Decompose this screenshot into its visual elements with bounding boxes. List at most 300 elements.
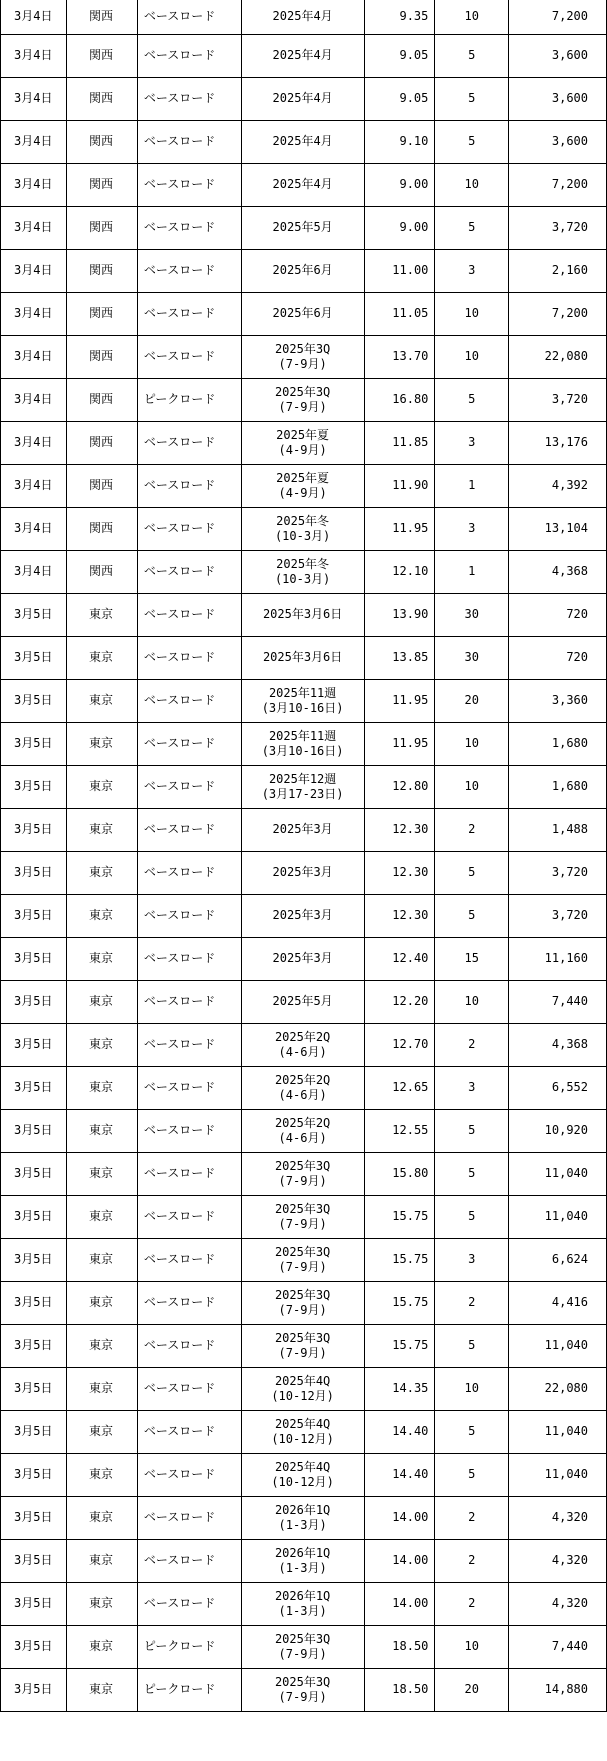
delivery-period-cell (241, 0, 364, 34)
region-cell: 東京 (66, 937, 137, 980)
price-cell: 12.80 (364, 765, 435, 808)
amount-cell: 7,200 (509, 0, 607, 34)
price-cell: 11.90 (364, 464, 435, 507)
price-cell: 9.10 (364, 120, 435, 163)
table-row (1, 1496, 607, 1539)
table-row (1, 1324, 607, 1367)
amount-cell: 11,040 (509, 1453, 607, 1496)
period-line: 2025年4月 (272, 91, 333, 105)
amount-cell: 22,080 (509, 1367, 607, 1410)
load-type-cell: ベースロード (137, 980, 241, 1023)
delivery-period-cell (241, 894, 364, 937)
date-cell: 3月5日 (1, 1281, 67, 1324)
trade-table-body (1, 0, 607, 1711)
region-cell: 関西 (66, 421, 137, 464)
amount-cell: 4,416 (509, 1281, 607, 1324)
price-cell: 9.35 (364, 0, 435, 34)
period-line: 2025年4月 (272, 177, 333, 191)
date-cell: 3月5日 (1, 1367, 67, 1410)
region-cell: 関西 (66, 206, 137, 249)
period-line: 2025年3Q (274, 1201, 331, 1216)
price-cell: 14.35 (364, 1367, 435, 1410)
delivery-period-cell (241, 120, 364, 163)
load-type-cell: ベースロード (137, 1066, 241, 1109)
load-type-cell: ベースロード (137, 1410, 241, 1453)
price-cell: 11.00 (364, 249, 435, 292)
period-line: 2025年冬 (276, 556, 330, 571)
amount-cell: 22,080 (509, 335, 607, 378)
period-line: 2025年3月 (272, 865, 333, 879)
quantity-cell: 30 (435, 593, 509, 636)
price-cell: 15.75 (364, 1195, 435, 1238)
table-row (1, 335, 607, 378)
region-cell: 関西 (66, 77, 137, 120)
quantity-cell: 5 (435, 1152, 509, 1195)
period-line: (7-9月) (278, 1302, 327, 1317)
quantity-cell: 1 (435, 464, 509, 507)
date-cell: 3月4日 (1, 550, 67, 593)
period-line: (3月10-16日) (261, 743, 344, 758)
amount-cell: 14,880 (509, 1668, 607, 1711)
date-cell: 3月5日 (1, 765, 67, 808)
quantity-cell: 3 (435, 421, 509, 464)
period-line: (4-6月) (278, 1044, 327, 1059)
date-cell: 3月5日 (1, 593, 67, 636)
quantity-cell: 5 (435, 120, 509, 163)
load-type-cell: ベースロード (137, 77, 241, 120)
date-cell: 3月4日 (1, 421, 67, 464)
period-line: 2025年3Q (274, 1330, 331, 1345)
period-line: 2025年4月 (272, 48, 333, 62)
load-type-cell: ベースロード (137, 894, 241, 937)
load-type-cell: ベースロード (137, 722, 241, 765)
delivery-period-cell (241, 292, 364, 335)
quantity-cell: 10 (435, 163, 509, 206)
amount-cell: 3,600 (509, 77, 607, 120)
price-cell: 12.65 (364, 1066, 435, 1109)
date-cell: 3月5日 (1, 1582, 67, 1625)
quantity-cell: 1 (435, 550, 509, 593)
region-cell: 東京 (66, 1582, 137, 1625)
table-row (1, 1195, 607, 1238)
delivery-period-cell (241, 1152, 364, 1195)
period-line: 2025年4Q (274, 1373, 331, 1388)
period-line: (3月10-16日) (261, 700, 344, 715)
region-cell: 東京 (66, 1281, 137, 1324)
delivery-period-cell (241, 1453, 364, 1496)
period-line: 2025年夏 (276, 427, 330, 442)
period-line: 2025年3Q (274, 1244, 331, 1259)
delivery-period-cell (241, 464, 364, 507)
table-row (1, 593, 607, 636)
region-cell: 関西 (66, 335, 137, 378)
delivery-period-cell (241, 163, 364, 206)
load-type-cell: ベースロード (137, 1195, 241, 1238)
date-cell: 3月5日 (1, 1668, 67, 1711)
table-row (1, 765, 607, 808)
delivery-period-cell (241, 249, 364, 292)
price-cell: 12.30 (364, 851, 435, 894)
period-line: 2025年6月 (272, 263, 333, 277)
price-cell: 14.40 (364, 1410, 435, 1453)
period-line: 2025年6月 (272, 306, 333, 320)
price-cell: 15.80 (364, 1152, 435, 1195)
region-cell: 東京 (66, 593, 137, 636)
table-row (1, 1453, 607, 1496)
load-type-cell: ベースロード (137, 335, 241, 378)
period-line: (7-9月) (278, 1345, 327, 1360)
price-cell: 9.00 (364, 206, 435, 249)
delivery-period-cell (241, 1410, 364, 1453)
load-type-cell: ピークロード (137, 1668, 241, 1711)
period-line: (7-9月) (278, 1173, 327, 1188)
period-line: 2025年3Q (274, 384, 331, 399)
load-type-cell: ベースロード (137, 292, 241, 335)
date-cell: 3月4日 (1, 77, 67, 120)
quantity-cell: 5 (435, 1410, 509, 1453)
load-type-cell: ベースロード (137, 679, 241, 722)
region-cell: 東京 (66, 1496, 137, 1539)
amount-cell: 4,368 (509, 1023, 607, 1066)
table-row (1, 679, 607, 722)
date-cell: 3月5日 (1, 808, 67, 851)
table-row (1, 1367, 607, 1410)
period-line: (4-6月) (278, 1130, 327, 1145)
region-cell: 関西 (66, 0, 137, 34)
delivery-period-cell (241, 1582, 364, 1625)
region-cell: 関西 (66, 292, 137, 335)
amount-cell: 3,720 (509, 378, 607, 421)
price-cell: 12.55 (364, 1109, 435, 1152)
quantity-cell: 10 (435, 980, 509, 1023)
period-line: (10-12月) (271, 1388, 334, 1403)
quantity-cell: 5 (435, 1324, 509, 1367)
price-cell: 11.95 (364, 507, 435, 550)
price-cell: 18.50 (364, 1625, 435, 1668)
date-cell: 3月4日 (1, 335, 67, 378)
period-line: 2026年1Q (274, 1502, 331, 1517)
amount-cell: 1,680 (509, 765, 607, 808)
period-line: (1-3月) (278, 1603, 327, 1618)
quantity-cell: 5 (435, 378, 509, 421)
period-line: 2025年夏 (276, 470, 330, 485)
quantity-cell: 3 (435, 1238, 509, 1281)
load-type-cell: ベースロード (137, 1281, 241, 1324)
period-line: 2025年2Q (274, 1115, 331, 1130)
price-cell: 12.70 (364, 1023, 435, 1066)
date-cell: 3月4日 (1, 120, 67, 163)
period-line: 2026年1Q (274, 1588, 331, 1603)
price-cell: 12.30 (364, 808, 435, 851)
table-row (1, 1625, 607, 1668)
date-cell: 3月5日 (1, 937, 67, 980)
table-row (1, 808, 607, 851)
region-cell: 東京 (66, 679, 137, 722)
period-line: (10-12月) (271, 1431, 334, 1446)
table-row (1, 0, 607, 34)
load-type-cell: ベースロード (137, 507, 241, 550)
amount-cell: 7,440 (509, 980, 607, 1023)
region-cell: 関西 (66, 163, 137, 206)
load-type-cell: ピークロード (137, 1625, 241, 1668)
table-row (1, 421, 607, 464)
delivery-period-cell (241, 507, 364, 550)
delivery-period-cell (241, 679, 364, 722)
period-line: 2025年11週 (268, 728, 337, 743)
amount-cell: 3,600 (509, 34, 607, 77)
date-cell: 3月5日 (1, 1109, 67, 1152)
date-cell: 3月4日 (1, 378, 67, 421)
period-line: 2025年5月 (272, 994, 333, 1008)
period-line: (7-9月) (278, 399, 327, 414)
amount-cell: 11,040 (509, 1324, 607, 1367)
price-cell: 12.20 (364, 980, 435, 1023)
delivery-period-cell (241, 1367, 364, 1410)
price-cell: 11.05 (364, 292, 435, 335)
delivery-period-cell (241, 1668, 364, 1711)
load-type-cell: ベースロード (137, 937, 241, 980)
price-cell: 9.05 (364, 34, 435, 77)
delivery-period-cell (241, 851, 364, 894)
table-row (1, 722, 607, 765)
table-row (1, 550, 607, 593)
delivery-period-cell (241, 937, 364, 980)
region-cell: 関西 (66, 249, 137, 292)
amount-cell: 3,360 (509, 679, 607, 722)
delivery-period-cell (241, 593, 364, 636)
date-cell: 3月5日 (1, 1625, 67, 1668)
table-row (1, 1238, 607, 1281)
table-row (1, 249, 607, 292)
date-cell: 3月5日 (1, 1066, 67, 1109)
date-cell: 3月5日 (1, 1152, 67, 1195)
period-line: (10-12月) (271, 1474, 334, 1489)
date-cell: 3月4日 (1, 292, 67, 335)
delivery-period-cell (241, 722, 364, 765)
period-line: 2025年3月 (272, 951, 333, 965)
load-type-cell: ベースロード (137, 1324, 241, 1367)
delivery-period-cell (241, 206, 364, 249)
region-cell: 関西 (66, 464, 137, 507)
table-row (1, 1023, 607, 1066)
quantity-cell: 2 (435, 1023, 509, 1066)
delivery-period-cell (241, 1238, 364, 1281)
load-type-cell: ベースロード (137, 1582, 241, 1625)
period-line: 2025年11週 (268, 685, 337, 700)
delivery-period-cell (241, 636, 364, 679)
table-row (1, 378, 607, 421)
price-cell: 12.30 (364, 894, 435, 937)
region-cell: 東京 (66, 1668, 137, 1711)
region-cell: 東京 (66, 1066, 137, 1109)
quantity-cell: 20 (435, 679, 509, 722)
date-cell: 3月5日 (1, 894, 67, 937)
load-type-cell: ベースロード (137, 808, 241, 851)
table-row (1, 1410, 607, 1453)
price-cell: 11.95 (364, 722, 435, 765)
period-line: 2025年3Q (274, 1287, 331, 1302)
period-line: 2025年4Q (274, 1416, 331, 1431)
region-cell: 東京 (66, 1453, 137, 1496)
region-cell: 東京 (66, 1152, 137, 1195)
amount-cell: 13,176 (509, 421, 607, 464)
quantity-cell: 5 (435, 206, 509, 249)
price-cell: 16.80 (364, 378, 435, 421)
amount-cell: 11,040 (509, 1410, 607, 1453)
load-type-cell: ベースロード (137, 636, 241, 679)
delivery-period-cell (241, 1496, 364, 1539)
period-line: 2025年3月 (272, 822, 333, 836)
amount-cell: 4,368 (509, 550, 607, 593)
delivery-period-cell (241, 550, 364, 593)
delivery-period-cell (241, 77, 364, 120)
table-row (1, 1668, 607, 1711)
price-cell: 11.95 (364, 679, 435, 722)
amount-cell: 3,720 (509, 206, 607, 249)
price-cell: 9.05 (364, 77, 435, 120)
price-cell: 15.75 (364, 1324, 435, 1367)
period-line: (7-9月) (278, 1689, 327, 1704)
delivery-period-cell (241, 1023, 364, 1066)
table-row (1, 120, 607, 163)
price-cell: 15.75 (364, 1281, 435, 1324)
quantity-cell: 5 (435, 1453, 509, 1496)
load-type-cell: ベースロード (137, 206, 241, 249)
quantity-cell: 2 (435, 1539, 509, 1582)
period-line: 2025年2Q (274, 1072, 331, 1087)
load-type-cell: ベースロード (137, 765, 241, 808)
period-line: (10-3月) (274, 528, 331, 543)
date-cell: 3月4日 (1, 206, 67, 249)
region-cell: 関西 (66, 378, 137, 421)
quantity-cell: 10 (435, 335, 509, 378)
price-cell: 14.40 (364, 1453, 435, 1496)
date-cell: 3月5日 (1, 1238, 67, 1281)
quantity-cell: 5 (435, 77, 509, 120)
period-line: 2025年2Q (274, 1029, 331, 1044)
date-cell: 3月5日 (1, 679, 67, 722)
quantity-cell: 3 (435, 1066, 509, 1109)
table-row (1, 464, 607, 507)
amount-cell: 3,720 (509, 851, 607, 894)
amount-cell: 7,200 (509, 292, 607, 335)
delivery-period-cell (241, 421, 364, 464)
table-row (1, 894, 607, 937)
table-row (1, 1109, 607, 1152)
period-line: 2025年4月 (272, 9, 333, 24)
quantity-cell: 2 (435, 1281, 509, 1324)
delivery-period-cell (241, 1066, 364, 1109)
period-line: (7-9月) (278, 1646, 327, 1661)
delivery-period-cell (241, 1625, 364, 1668)
period-line: (4-6月) (278, 1087, 327, 1102)
table-row (1, 851, 607, 894)
price-cell: 12.40 (364, 937, 435, 980)
amount-cell: 11,040 (509, 1195, 607, 1238)
table-row (1, 206, 607, 249)
load-type-cell: ベースロード (137, 249, 241, 292)
period-line: 2025年冬 (276, 513, 330, 528)
date-cell: 3月4日 (1, 464, 67, 507)
delivery-period-cell (241, 1324, 364, 1367)
amount-cell: 3,720 (509, 894, 607, 937)
load-type-cell: ベースロード (137, 34, 241, 77)
quantity-cell: 2 (435, 1496, 509, 1539)
period-line: (3月17-23日) (261, 786, 344, 801)
quantity-cell: 10 (435, 1625, 509, 1668)
load-type-cell: ベースロード (137, 1539, 241, 1582)
amount-cell: 720 (509, 593, 607, 636)
date-cell: 3月4日 (1, 249, 67, 292)
price-cell: 14.00 (364, 1496, 435, 1539)
quantity-cell: 3 (435, 507, 509, 550)
period-line: 2025年3Q (274, 1674, 331, 1689)
period-line: (1-3月) (278, 1517, 327, 1532)
quantity-cell: 20 (435, 1668, 509, 1711)
amount-cell: 7,200 (509, 163, 607, 206)
quantity-cell: 2 (435, 808, 509, 851)
date-cell: 3月5日 (1, 636, 67, 679)
amount-cell: 6,552 (509, 1066, 607, 1109)
date-cell: 3月5日 (1, 722, 67, 765)
region-cell: 東京 (66, 808, 137, 851)
table-row (1, 34, 607, 77)
load-type-cell: ベースロード (137, 163, 241, 206)
amount-cell: 4,320 (509, 1496, 607, 1539)
amount-cell: 1,488 (509, 808, 607, 851)
load-type-cell: ベースロード (137, 593, 241, 636)
load-type-cell: ベースロード (137, 550, 241, 593)
period-line: 2025年4月 (272, 134, 333, 148)
region-cell: 東京 (66, 980, 137, 1023)
period-line: (4-9月) (278, 442, 327, 457)
table-row (1, 1152, 607, 1195)
quantity-cell: 30 (435, 636, 509, 679)
load-type-cell: ベースロード (137, 464, 241, 507)
date-cell: 3月5日 (1, 1023, 67, 1066)
region-cell: 東京 (66, 765, 137, 808)
amount-cell: 4,320 (509, 1582, 607, 1625)
amount-cell: 720 (509, 636, 607, 679)
amount-cell: 4,320 (509, 1539, 607, 1582)
delivery-period-cell (241, 808, 364, 851)
region-cell: 東京 (66, 894, 137, 937)
load-type-cell: ベースロード (137, 1023, 241, 1066)
quantity-cell: 10 (435, 765, 509, 808)
quantity-cell: 10 (435, 0, 509, 34)
date-cell: 3月4日 (1, 0, 67, 34)
load-type-cell: ベースロード (137, 1152, 241, 1195)
delivery-period-cell (241, 980, 364, 1023)
region-cell: 関西 (66, 550, 137, 593)
period-line: (1-3月) (278, 1560, 327, 1575)
region-cell: 東京 (66, 722, 137, 765)
quantity-cell: 5 (435, 894, 509, 937)
period-line: 2026年1Q (274, 1545, 331, 1560)
amount-cell: 10,920 (509, 1109, 607, 1152)
quantity-cell: 10 (435, 722, 509, 765)
table-row (1, 937, 607, 980)
price-cell: 11.85 (364, 421, 435, 464)
delivery-period-cell (241, 378, 364, 421)
date-cell: 3月5日 (1, 980, 67, 1023)
load-type-cell: ベースロード (137, 1238, 241, 1281)
price-cell: 13.90 (364, 593, 435, 636)
amount-cell: 13,104 (509, 507, 607, 550)
amount-cell: 6,624 (509, 1238, 607, 1281)
date-cell: 3月4日 (1, 34, 67, 77)
date-cell: 3月5日 (1, 1324, 67, 1367)
